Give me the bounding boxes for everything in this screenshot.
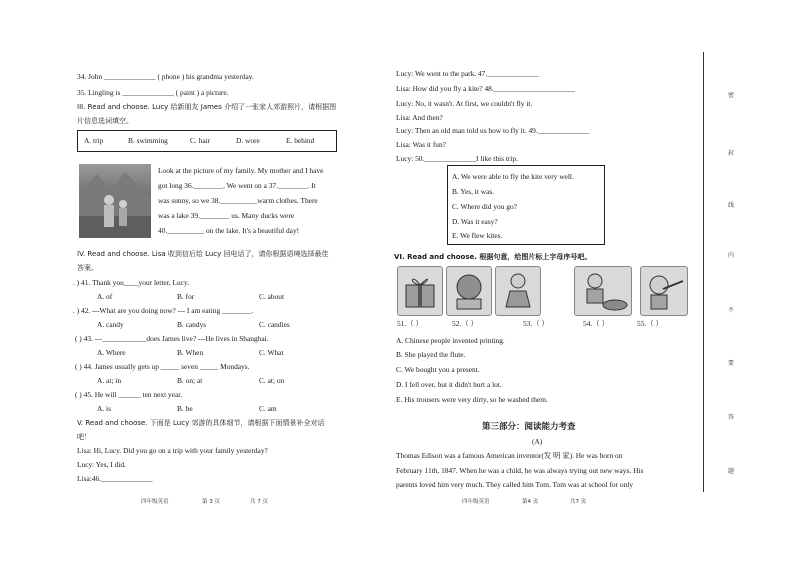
q42-option-a: A. candy [97, 320, 124, 329]
printing-icon [447, 267, 491, 315]
question-41: . ) 41. Thank you____your letter, Lucy. [73, 278, 190, 287]
right-footer-page: 第4 页 [522, 499, 539, 505]
left-footer-subject: 四年级英语 [141, 499, 169, 505]
dialogue-choices-box [447, 165, 605, 245]
q44-option-a: A. at; in [97, 376, 122, 385]
choice-b: B. Yes, it was. [452, 187, 495, 196]
washing-icon [575, 267, 631, 315]
q43-option-a: A. Where [97, 348, 126, 357]
seal-char-6: 要 [728, 360, 735, 367]
q42-option-c: C. candies [259, 320, 290, 329]
reading-line-3: parents loved him very much. They called him Tom. Tom was at school for only [396, 480, 634, 489]
right-footer-total: 共7 页 [570, 499, 587, 505]
option-b: B. swimming [128, 136, 168, 145]
seal-char-2: 封 [728, 150, 735, 157]
seal-char-3: 线 [728, 202, 735, 209]
right-dialogue-7: Lucy: 50.______________I like this trip. [396, 154, 518, 163]
seal-char-1: 密 [728, 92, 735, 99]
dialogue-line-3: Lisa:46.______________ [77, 474, 153, 483]
passage-line-4: was a lake 39.________ us. Many ducks were [158, 211, 295, 220]
picture-52 [446, 266, 492, 316]
choice-e: E. We flew kites. [452, 231, 503, 240]
section-5-title-cont: 吧！ [77, 433, 91, 441]
binding-line [703, 52, 704, 492]
choice-a: A. We were able to fly the kite very well. [452, 172, 574, 181]
q45-option-a: A. is [97, 404, 111, 413]
q41-option-a: A. of [97, 292, 113, 301]
reading-a-label: (A) [532, 437, 543, 446]
picture-53 [495, 266, 541, 316]
flute-icon [641, 267, 687, 315]
picture-51 [397, 266, 443, 316]
gift-icon [398, 267, 442, 315]
sentence-e: E. His trousers were very dirty, so he washed them. [396, 395, 548, 404]
fall-over-icon [496, 267, 540, 315]
right-footer-subject: 四年级英语 [462, 499, 490, 505]
question-45: ( ) 45. He will ______ ten next year. [75, 390, 183, 399]
option-e: E. behind [286, 136, 315, 145]
seal-char-5: 不 [728, 307, 735, 314]
label-54: 54.（ ） [583, 319, 609, 328]
right-dialogue-5: Lucy: Then an old man told us how to fly it. 49.______________ [396, 126, 590, 135]
left-footer-page: 第 3 页 [202, 499, 220, 505]
dialogue-line-2: Lucy: Yes, I did. [77, 460, 126, 469]
part-3-title: 第三部分：阅读能力考查 [482, 422, 576, 432]
q43-option-b: B. When [177, 348, 204, 357]
question-44: ( ) 44. James usually gets up _____ seven _____ Mondays. [75, 362, 250, 371]
label-53: 53.（ ） [523, 319, 549, 328]
seal-char-4: 内 [728, 252, 735, 259]
section-4-title-cont: 答案。 [77, 264, 98, 272]
passage-line-1: Look at the picture of my family. My mother and I have [158, 166, 324, 175]
question-43: ( ) 43. ---____________does James live? ---He lives in Shanghai. [75, 334, 269, 343]
section-4-title: IV. Read and choose. Lisa 收到信后给 Lucy 回电话了，请你根据语境选择最佳 [77, 250, 329, 258]
sentence-a: A. Chinese people invented printing. [396, 336, 505, 345]
q42-option-b: B. candys [177, 320, 207, 329]
question-34: 34. John ______________ ( phone ) his grandma yesterday. [77, 72, 254, 81]
sentence-d: D. I fell over, but it didn't hurt a lot. [396, 380, 502, 389]
q43-option-c: C. What [259, 348, 284, 357]
label-55: 55.（ ） [637, 319, 663, 328]
passage-line-3: was sunny, so we 38.__________warm clothes. There [158, 196, 318, 205]
label-52: 52.（ ） [452, 319, 478, 328]
q41-option-b: B. for [177, 292, 195, 301]
q41-option-c: C. about [259, 292, 285, 301]
section-3-title: III. Read and choose. Lucy 给新朋友 James 介绍了一张家人郊游照片，请根据图 [77, 103, 337, 111]
option-a: A. trip [84, 136, 104, 145]
q44-option-b: B. on; at [177, 376, 203, 385]
section-5-title: V. Read and choose. 下面是 Lucy 郊游的具体细节，请根据下面情景补全对话 [77, 419, 325, 427]
word-options-box [77, 130, 337, 152]
q45-option-c: C. am [259, 404, 277, 413]
family-photo [79, 164, 151, 238]
q45-option-b: B. be [177, 404, 193, 413]
reading-line-1: Thomas Edison was a famous American inventor(发 明 家). He was born on [396, 451, 623, 460]
q44-option-c: C. at; on [259, 376, 285, 385]
right-dialogue-2: Lisa: How did you fly a kite? 48.______________________ [396, 84, 575, 93]
picture-54 [574, 266, 632, 316]
right-dialogue-1: Lucy: We went to the park. 47.______________ [396, 69, 539, 78]
option-d: D. wore [236, 136, 260, 145]
right-dialogue-6: Lisa: Was it fun? [396, 140, 446, 149]
section-6-title: VI. Read and choose. 根据句意，给图片标上字母序号吧。 [394, 253, 592, 261]
sentence-c: C. We bought you a present. [396, 365, 480, 374]
question-42: . ) 42. ---What are you doing now? --- I am eating ________. [73, 306, 254, 315]
family-photo-figures [79, 164, 151, 238]
right-dialogue-3: Lucy: No, it wasn't. At first, we couldn't fly it. [396, 99, 533, 108]
section-3-title-cont: 片信息选词填空。 [77, 117, 133, 125]
choice-c: C. Where did you go? [452, 202, 517, 211]
passage-line-2: got long 36.________. We went on a 37.________. It [158, 181, 316, 190]
left-footer-total: 共 7 页 [250, 499, 268, 505]
seal-char-8: 题 [728, 468, 735, 475]
label-51: 51.（ ） [397, 319, 423, 328]
sentence-b: B. She played the flute. [396, 350, 466, 359]
passage-line-5: 40.__________ on the lake. It's a beautiful day! [158, 226, 300, 235]
question-35: 35. Lingling is ______________ ( paint ) a picture. [77, 88, 229, 97]
reading-line-2: February 11th, 1847. When he was a child, he was always trying out new ways. His [396, 466, 644, 475]
picture-55 [640, 266, 688, 316]
option-c: C. hair [190, 136, 211, 145]
seal-char-7: 答 [728, 414, 735, 421]
choice-d: D. Was it easy? [452, 217, 498, 226]
dialogue-line-1: Lisa: Hi, Lucy. Did you go on a trip with your family yesterday? [77, 446, 268, 455]
right-dialogue-4: Lisa: And then? [396, 113, 443, 122]
